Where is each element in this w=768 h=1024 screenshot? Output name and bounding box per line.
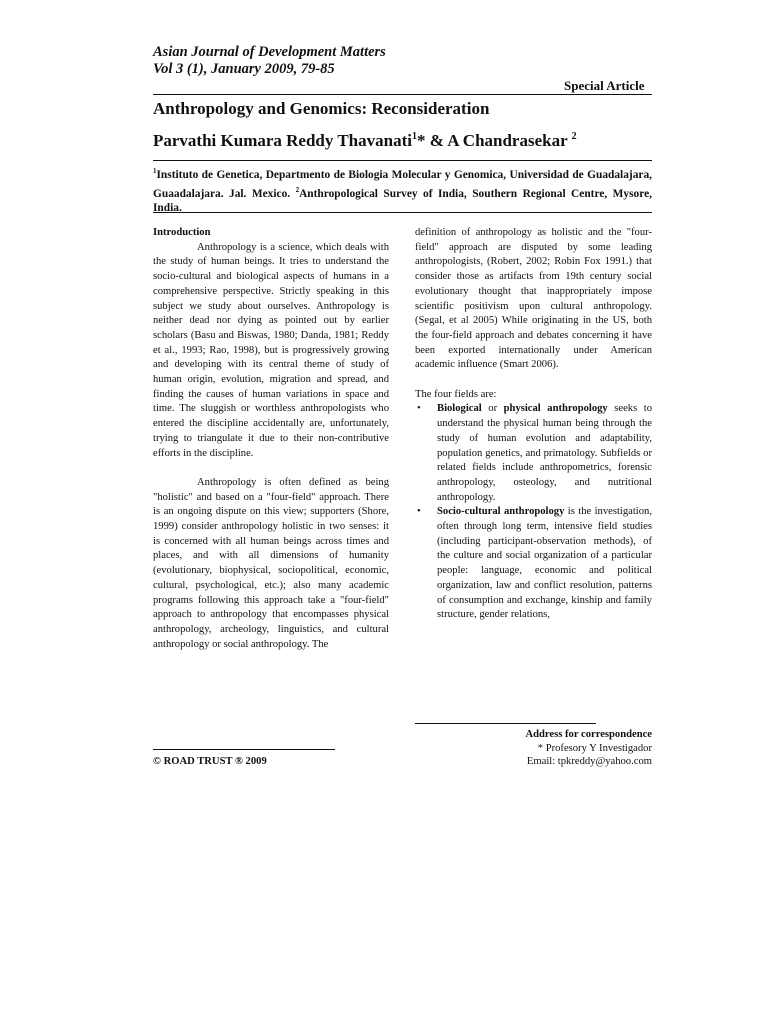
biological-description: seeks to understand the physical human being through the study of human evolution and adaptability, population genetics, and primatology. Subfields or related fields include anthropometrics, forensic anthropology, osteology, and nutritional anthropology.	[437, 403, 653, 503]
journal-volume: Vol 3 (1), January 2009, 79-85	[153, 61, 335, 77]
correspondence-heading: Address for correspondence	[525, 729, 652, 740]
footnote-rule-right	[415, 723, 596, 724]
correspondence-block	[525, 728, 652, 769]
affiliation-bottom-rule	[153, 212, 652, 213]
article-type-label: Special Article	[564, 78, 645, 93]
four-fields-intro: The four fields are:	[415, 388, 497, 400]
correspondence-email: Email: tpkreddy@yahoo.com	[526, 756, 652, 767]
four-fields-list	[415, 402, 652, 623]
footnote-rule-left	[153, 749, 335, 750]
author-1-name: Parvathi Kumara Reddy Thavanati	[153, 131, 412, 150]
list-item-biological	[415, 402, 652, 505]
affiliation-block	[153, 164, 652, 216]
affil-1-marker: 1	[153, 167, 157, 175]
term-socio-cultural: Socio-cultural anthropology	[437, 506, 565, 518]
author-1-corresponding-mark: *	[416, 131, 426, 150]
article-title: Anthropology and Genomics: Reconsideration	[153, 99, 490, 118]
author-line	[153, 127, 577, 151]
affil-1-text: Instituto de Genetica, Departmento de Biologia Molecular y Genomica, Universidad de Guadalajara, Guaadalajara. Jal. Mexico.	[153, 169, 652, 200]
journal-header	[153, 44, 386, 78]
author-1-affil-marker: 1	[411, 131, 417, 142]
bullet-icon: •	[417, 403, 421, 415]
right-column	[415, 226, 652, 623]
journal-name: Asian Journal of Development Matters	[153, 44, 386, 60]
paragraph-gap	[153, 461, 389, 476]
copyright-notice: © ROAD TRUST ® 2009	[153, 756, 267, 767]
list-item-socio-cultural	[415, 505, 652, 623]
header-rule	[153, 94, 652, 95]
affil-2-marker: 2	[295, 185, 300, 194]
right-paragraph-1: definition of anthropology as holistic and the "four-field" approach are disputed by some leading anthropologists, (Robert, 2002; Robin Fox 1991.) that consider those as artifacts from 19th century social evolutionary thought that inappropriately impose scientific positivism upon cultural anthropology. (Segal, et al 2005) While originating in the US, both the four-field approach and debates concerning it have been exported internationally under American academic influence (Smart 2006).	[415, 227, 652, 371]
left-column	[153, 226, 389, 652]
author-separator: &	[425, 131, 448, 150]
socio-cultural-description: is the investigation, often through long term, intensive field studies (including participant-observation methods), of the culture and social organization of a particular people: language, economic and political organization, law and conflict resolution, patterns of consumption and exchange, kinship and family structure, gender relations,	[437, 506, 652, 621]
correspondence-title: * Profesory Y Investigador	[537, 742, 652, 754]
intro-heading: Introduction	[153, 227, 211, 238]
term-joiner: or	[481, 403, 504, 415]
paragraph-gap	[415, 373, 652, 388]
intro-paragraph-2: Anthropology is often defined as being "holistic" and based on a "four-field" approach. There is an ongoing dispute on this view; supporters (Shore, 1999) consider anthropology holistic in two senses: it is concerned with all human beings across times and places, and with all dimensions of humanity (evolutionary, biophysical, sociopolitical, economic, cultural, psychological, etc.); also many academic programs following this approach take a "four-field" approach to anthropology that encompasses physical anthropology, archeology, linguistics, and cultural anthropology or social anthropology. The	[153, 476, 389, 650]
bullet-icon: •	[417, 506, 421, 518]
intro-paragraph-1: Anthropology is a science, which deals with the study of human beings. It tries to understand the socio-cultural and biological aspects of humans in a comprehensive perspective. Strictly speaking in this subject we study about ourselves. Anthropology is neither dead nor dying as pointed out by earlier scholars (Basu and Biswas, 1980; Danda, 1981; Reddy et al., 1993; Rao, 1998), but is progressively growing and developing with its central theme of study of human origin, evolution, migration and spread, and finding the causes of human variations in space and time. The sluggish or worthless anthropologists who entered the discipline accidentally are, unfortunately, trying to triangulate it due to their non-contributive efforts in the discipline.	[153, 241, 389, 459]
affiliation-top-rule	[153, 160, 652, 161]
term-biological: Biological	[437, 403, 482, 415]
author-2-name: A Chandrasekar	[447, 131, 568, 150]
affil-2-text: Anthropological Survey of India, Southern Regional Centre, Mysore, India.	[153, 187, 652, 214]
author-2-affil-marker: 2	[571, 131, 577, 142]
term-physical-anthropology: physical anthropology	[503, 403, 608, 415]
